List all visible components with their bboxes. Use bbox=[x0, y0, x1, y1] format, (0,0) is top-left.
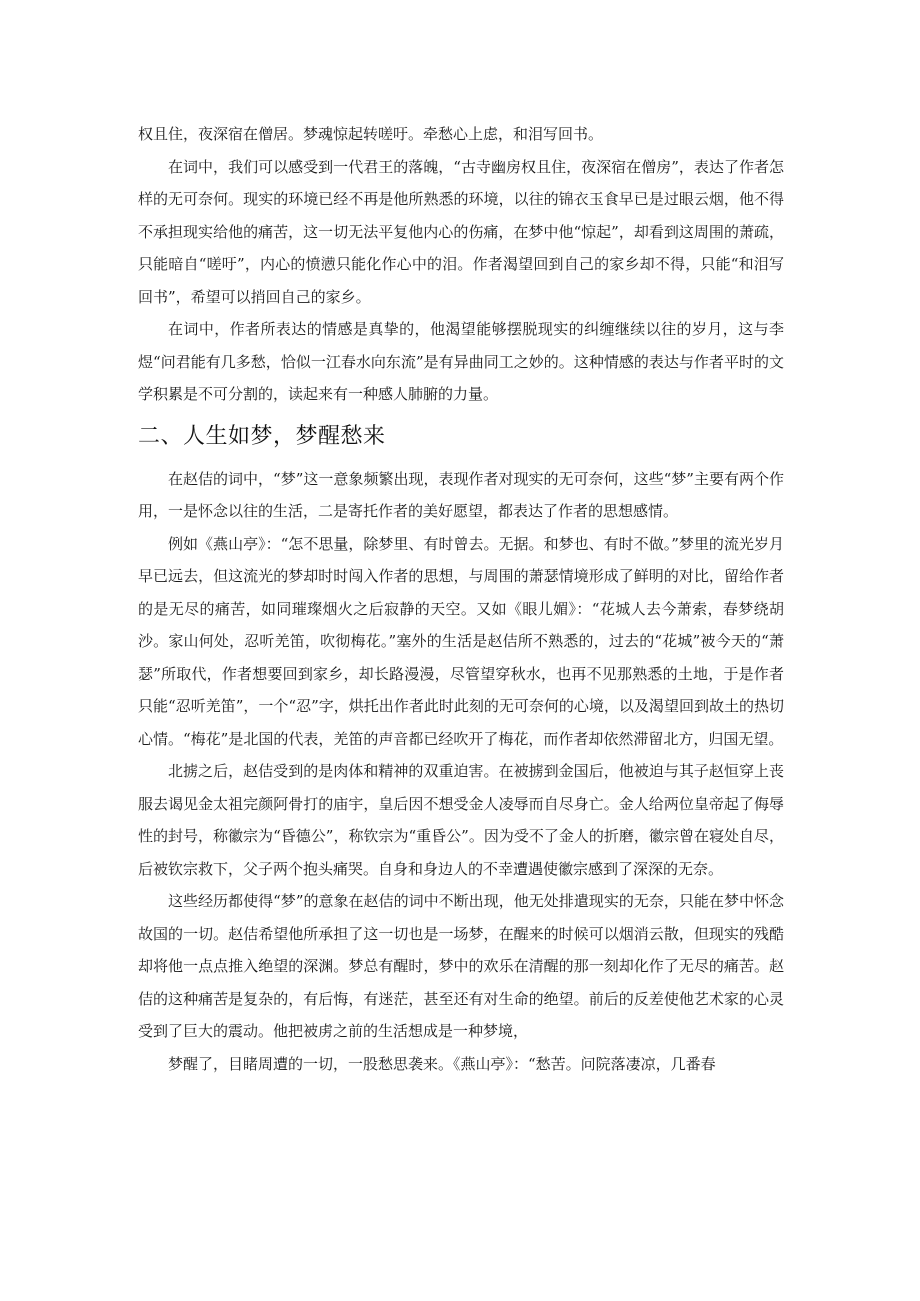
paragraph-captivity: 北掳之后，赵佶受到的是肉体和精神的双重迫害。在被掳到金国后，他被迫与其子赵恒穿上丧服去谒见金太祖完颜阿骨打的庙宇，皇后因不想受金人凌辱而自尽身亡。金人给两位皇帝起了侮辱性的封号，称徽宗为“昏德公”，称钦宗为“重昏公”。因为受不了金人的折磨，徽宗曾在寝处自尽，后被钦宗救下，父子两个抱头痛哭。自身和身边人的不幸遭遇使徽宗感到了深深的无奈。 bbox=[138, 762, 784, 878]
paragraph-dream-examples: 例如《燕山亭》：“怎不思量，除梦里、有时曾去。无据。和梦也、有时不做。”梦里的流光岁月早已远去，但这流光的梦却时时闯入作者的思想，与周围的萧瑟情境形成了鲜明的对比，留给作者的是无尽的痛苦，如同璀璨烟火之后寂静的天空。又如《眼儿媚》：“花城人去今萧索，春梦绕胡沙。家山何处，忍听羌笛，吹彻梅花。”塞外的生活是赵佶所不熟悉的，过去的“花城”被今天的“萧瑟”所取代，作者想要回到家乡，却长路漫漫，尽管望穿秋水，也再不见那熟悉的土地，于是作者只能“忍听羌笛”，一个“忍”字，烘托出作者此时此刻的无可奈何的心境，以及渴望回到故土的热切心情。“梅花”是北国的代表，羌笛的声音都已经吹开了梅花，而作者却依然滞留北方，归国无望。 bbox=[138, 534, 784, 748]
paragraph-dream-meaning: 这些经历都使得“梦”的意象在赵佶的词中不断出现，他无处排遣现实的无奈，只能在梦中怀念故国的一切。赵佶希望他所承担了这一切也是一场梦，在醒来的时候可以烟消云散，但现实的残酷却将他一点点推入绝望的深渊。梦总有醒时，梦中的欢乐在清醒的那一刻却化作了无尽的痛苦。赵佶的这种痛苦是复杂的，有后悔，有迷茫，甚至还有对生命的绝望。前后的反差使他艺术家的心灵受到了巨大的震动。他把被虏之前的生活想成是一种梦境， bbox=[138, 892, 784, 1040]
paragraph-analysis-2: 在词中，作者所表达的情感是真挚的，他渴望能够摆脱现实的纠缠继续以往的岁月，这与李煜“问君能有几多愁，恰似一江春水向东流”是有异曲同工之妙的。这种情感的表达与作者平时的文学积累是不可分割的，读起来有一种感人肺腑的力量。 bbox=[138, 320, 784, 403]
paragraph-analysis-1: 在词中，我们可以感受到一代君王的落魄，“古寺幽房权且住，夜深宿在僧房”，表达了作者怎样的无可奈何。现实的环境已经不再是他所熟悉的环境，以往的锦衣玉食早已是过眼云烟，他不得不承担现实给他的痛苦，这一切无法平复他内心的伤痛，在梦中他“惊起”，却看到这周围的萧疏，只能暗自“嗟吁”，内心的愤懑只能化作心中的泪。作者渴望回到自己的家乡却不得，只能“和泪写回书”，希望可以捎回自己的家乡。 bbox=[138, 157, 784, 306]
paragraph-poem-continuation: 权且住，夜深宿在僧居。梦魂惊起转嗟吁。牵愁心上虑，和泪写回书。 bbox=[138, 125, 604, 143]
paragraph-dream-intro: 在赵佶的词中，“梦”这一意象频繁出现，表现作者对现实的无可奈何，这些“梦”主要有两个作用，一是怀念以往的生活，二是寄托作者的美好愿望，都表达了作者的思想感情。 bbox=[138, 469, 784, 520]
paragraph-awakening: 梦醒了，目睹周遭的一切，一股愁思袭来。《燕山亭》：“愁苦。问院落凄凉，几番春 bbox=[168, 1054, 716, 1073]
document-body bbox=[138, 118, 784, 1080]
section-heading: 二、人生如梦，梦醒愁来 bbox=[138, 423, 386, 449]
